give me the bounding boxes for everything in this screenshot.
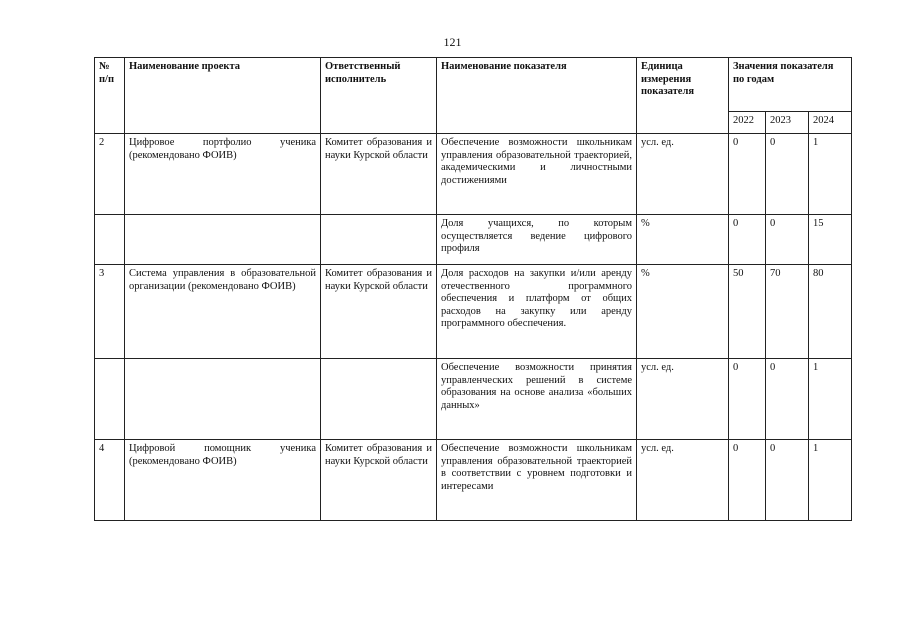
row-num <box>95 359 125 440</box>
value-2024: 1 <box>809 359 852 440</box>
year-2024: 2024 <box>809 112 852 134</box>
indicator-name: Обеспечение возможности принятия управленческих решений в системе образования на основе анализа «больших данных» <box>437 359 637 440</box>
project-name: Цифровое портфолио ученика (рекомендовано ФОИВ) <box>125 134 321 215</box>
value-2023: 0 <box>766 440 809 521</box>
header-unit: Единица измерения показателя <box>637 58 729 134</box>
header-project: Наименование проекта <box>125 58 321 134</box>
table-row <box>95 440 852 521</box>
table-row <box>95 359 852 440</box>
value-2022: 0 <box>729 134 766 215</box>
year-2023: 2023 <box>766 112 809 134</box>
row-num: 3 <box>95 265 125 359</box>
value-2024: 1 <box>809 440 852 521</box>
value-2022: 0 <box>729 359 766 440</box>
value-2023: 0 <box>766 359 809 440</box>
executor-name: Комитет образования и науки Курской области <box>321 440 437 521</box>
page-number: 121 <box>443 35 462 49</box>
indicator-name: Обеспечение возможности школьникам управления образовательной траекторией, академическими и личностными достижениями <box>437 134 637 215</box>
row-num: 2 <box>95 134 125 215</box>
value-2022: 50 <box>729 265 766 359</box>
executor-name: Комитет образования и науки Курской области <box>321 134 437 215</box>
row-num: 4 <box>95 440 125 521</box>
value-2023: 0 <box>766 215 809 265</box>
unit: % <box>637 265 729 359</box>
header-num: № п/п <box>95 58 125 134</box>
unit: % <box>637 215 729 265</box>
executor-name <box>321 215 437 265</box>
table-header-row <box>95 58 852 112</box>
header-indicator: Наименование показателя <box>437 58 637 134</box>
value-2024: 1 <box>809 134 852 215</box>
header-values: Значения показателя по годам <box>729 58 852 112</box>
value-2023: 70 <box>766 265 809 359</box>
value-2024: 80 <box>809 265 852 359</box>
unit: усл. ед. <box>637 440 729 521</box>
executor-name: Комитет образования и науки Курской области <box>321 265 437 359</box>
project-name: Система управления в образовательной организации (рекомендовано ФОИВ) <box>125 265 321 359</box>
table-row <box>95 215 852 265</box>
value-2024: 15 <box>809 215 852 265</box>
table-row <box>95 265 852 359</box>
year-2022: 2022 <box>729 112 766 134</box>
project-name: Цифровой помощник ученика (рекомендовано ФОИВ) <box>125 440 321 521</box>
indicator-name: Доля расходов на закупки и/или аренду отечественного программного обеспечения и платформ от общих расходов на закупку или аренду программного обеспечения. <box>437 265 637 359</box>
indicator-name: Доля учащихся, по которым осуществляется ведение цифрового профиля <box>437 215 637 265</box>
value-2022: 0 <box>729 440 766 521</box>
executor-name <box>321 359 437 440</box>
indicators-table <box>94 57 852 521</box>
indicator-name: Обеспечение возможности школьникам управления образовательной траекторией в соответствии с уровнем подготовки и интересами <box>437 440 637 521</box>
row-num <box>95 215 125 265</box>
header-executor: Ответственный исполнитель <box>321 58 437 134</box>
project-name <box>125 215 321 265</box>
unit: усл. ед. <box>637 134 729 215</box>
project-name <box>125 359 321 440</box>
value-2022: 0 <box>729 215 766 265</box>
table-row <box>95 134 852 215</box>
value-2023: 0 <box>766 134 809 215</box>
unit: усл. ед. <box>637 359 729 440</box>
